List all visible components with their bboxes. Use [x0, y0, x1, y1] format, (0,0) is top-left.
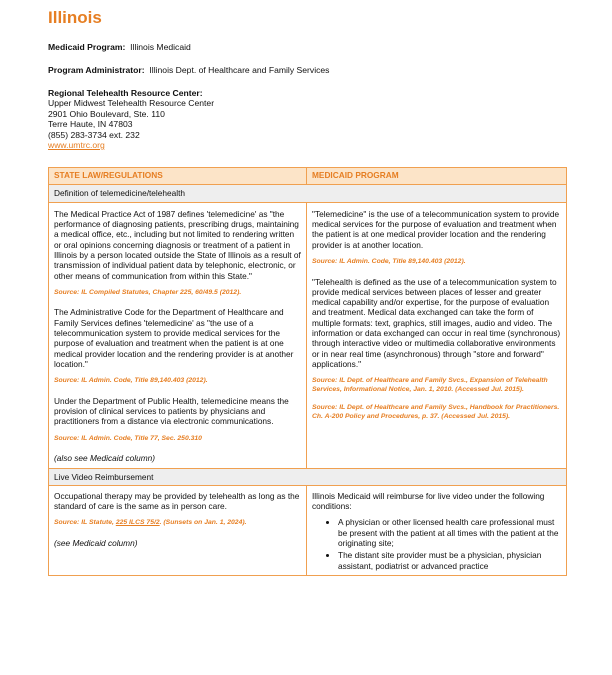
- medicaid-program-line: [48, 42, 568, 52]
- list-item: • The distant site provider must be a physician, physician assistant, podiatrist or advanced practice: [338, 550, 561, 571]
- program-administrator-value: Illinois Dept. of Healthcare and Family Services: [149, 65, 330, 75]
- column-header-state-law: STATE LAW/REGULATIONS: [49, 168, 307, 185]
- source-citation: Source: IL Dept. of Healthcare and Family Svcs., Handbook for Practitioners. Ch. A-200 Policy and Procedures, p. 37. (Accessed Jul. 2015).: [312, 404, 560, 420]
- document-page: [48, 8, 568, 576]
- source-suffix: . (Sunsets on Jan. 1, 2024).: [159, 519, 247, 527]
- state-law-live-video-cell: [49, 485, 307, 575]
- source-citation: Source: IL Admin. Code, Title 89,140.403 (2012).: [312, 257, 466, 265]
- paragraph: Occupational therapy may be provided by telehealth as long as the standard of care is the same as in person care.: [54, 490, 300, 512]
- table-row: [49, 202, 567, 468]
- source-citation: Source: IL Dept. of Healthcare and Family Svcs., Expansion of Telehealth Services, Informational Notice, Jan. 1, 2010. (Accessed Jul. 2015).: [312, 377, 548, 393]
- paragraph: Under the Department of Public Health, telemedicine means the provision of clinical services to patients by physicians and practitioners from a distance via electronic communications.: [54, 395, 289, 427]
- medicaid-live-video-cell: [307, 485, 567, 575]
- cross-reference-note: (see Medicaid column): [54, 538, 138, 549]
- paragraph: "Telemedicine" is the use of a telecommunication system to provide medical services for the purpose of evaluation and treatment when the patient is at one medical provider location and the rendering provider is at another location.: [312, 208, 560, 250]
- source-citation: Source: IL Compiled Statutes, Chapter 225, 60/49.5 (2012).: [54, 288, 242, 296]
- source-citation: Source: IL Admin. Code, Title 89,140.403 (2012).: [54, 377, 208, 385]
- paragraph: Illinois Medicaid will reimburse for live video under the following conditions:: [312, 490, 545, 512]
- program-administrator-label: Program Administrator:: [48, 65, 145, 75]
- table-header-row: [49, 168, 567, 185]
- paragraph: "Telehealth is defined as the use of a telecommunication system to provide medical services between places of lesser and greater medical capability and/or expertise, for the purpose of evaluation and treatment. Medical data exchanged can take the form of multiple formats: text, graphics, still images, audio and video. The information or data exchanged can occur in real time (synchronous) through interactive video or multimedia collaborative environments or in near real time (asynchronous) through "store and forward" applications.": [312, 276, 561, 369]
- paragraph: The Administrative Code for the Department of Healthcare and Family Services defines 'telemedicine' as "the use of a telecommunication system to provide medical services for the purpose of evaluation and treatment when the patient is at one medical provider location and the rendering provider is at another location.": [54, 307, 294, 369]
- section-row-definition: [49, 185, 567, 202]
- section-title-definition: Definition of telemedicine/telehealth: [49, 185, 567, 202]
- rtrc-address1: 2901 Ohio Boulevard, Ste. 110: [48, 108, 165, 119]
- page-title: Illinois: [48, 8, 102, 27]
- source-citation: [54, 519, 301, 528]
- rtrc-label: Regional Telehealth Resource Center:: [48, 88, 203, 98]
- conditions-list: [312, 517, 561, 570]
- section-row-live-video: [49, 468, 567, 485]
- cross-reference-note: (also see Medicaid column): [54, 453, 155, 464]
- rtrc-address2: Terre Haute, IN 47803: [48, 119, 133, 130]
- rtrc-name: Upper Midwest Telehealth Resource Center: [48, 98, 215, 109]
- medicaid-program-value: Illinois Medicaid: [130, 42, 191, 52]
- list-item: • A physician or other licensed health care professional must be present with the patient at all times with the patient at the originating site;: [338, 517, 561, 548]
- medicaid-definition-cell: [307, 202, 567, 468]
- source-prefix: Source: IL Statute,: [54, 519, 116, 527]
- state-law-definition-cell: [49, 202, 307, 468]
- medicaid-program-label: Medicaid Program:: [48, 42, 126, 52]
- table-row: [49, 485, 567, 575]
- column-header-medicaid: MEDICAID PROGRAM: [307, 168, 567, 185]
- source-citation: Source: IL Admin. Code, Title 77, Sec. 250.310: [54, 434, 202, 442]
- rtrc-website-link[interactable]: www.umtrc.org: [48, 140, 105, 151]
- paragraph: The Medical Practice Act of 1987 defines 'telemedicine' as "the performance of diagnosing patients, prescribing drugs, maintaining a medical office, etc., including but not limited to rendering written or oral opinions concerning diagnosis or treatment of a patient in Illinois by a person located outside the State of Illinois as a result of transmission of individual patient data by telephonic, electronic, or other means of communication from within this State.": [54, 208, 301, 281]
- rtrc-block: [48, 88, 568, 150]
- program-administrator-line: [48, 65, 568, 75]
- rtrc-phone: (855) 283-3734 ext. 232: [48, 129, 140, 140]
- policy-table: [48, 167, 567, 576]
- section-title-live-video: Live Video Reimbursement: [49, 468, 567, 485]
- statute-link[interactable]: 225 ILCS 75/2: [115, 519, 160, 527]
